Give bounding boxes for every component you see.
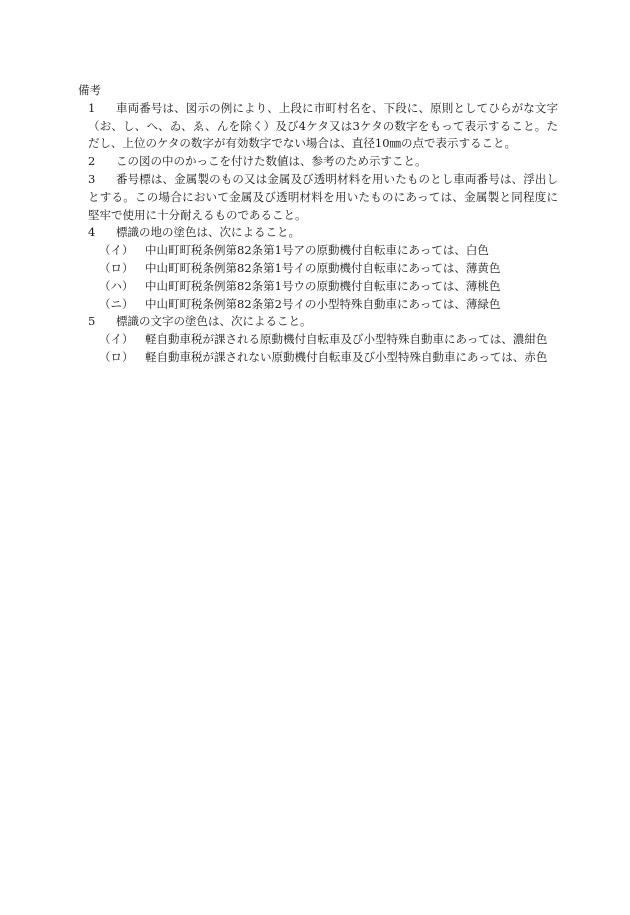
subitem-mark: （ロ） [99, 349, 134, 364]
note-item-5 [78, 313, 558, 331]
subitem-mark: （ニ） [99, 296, 134, 311]
note-number: 4 [88, 225, 96, 240]
note-number: 1 [88, 100, 96, 115]
note-subitem [78, 260, 558, 278]
note-number: 2 [88, 154, 96, 169]
subitem-text: 中山町町税条例第82条第1号アの原動機付自転車にあっては、白色 [145, 243, 489, 258]
note-item-3 [78, 171, 558, 224]
subitem-text: 軽自動車税が課される原動機付自転車及び小型特殊自動車にあっては、濃紺色 [145, 332, 548, 347]
notes-section [78, 82, 558, 367]
note-text: 標識の地の塗色は、次によること。 [116, 225, 300, 240]
note-item-1 [78, 100, 558, 153]
subitem-text: 中山町町税条例第82条第1号ウの原動機付自転車にあっては、薄桃色 [145, 278, 501, 293]
subitem-text: 軽自動車税が課されない原動機付自転車及び小型特殊自動車にあっては、赤色 [145, 349, 548, 364]
note-text: 番号標は、金属製のもの又は金属及び透明材料を用いたものとし車両番号は、浮出しとする。この場合において金属及び透明材料を用いたものにあっては、金属製と同程度に堅牢で使用に十分耐えるものであること。 [88, 171, 558, 222]
note-number: 5 [88, 314, 96, 329]
subitem-mark: （イ） [99, 243, 134, 258]
subitem-text: 中山町町税条例第82条第2号イの小型特殊自動車にあっては、薄緑色 [145, 296, 501, 311]
subitem-text: 中山町町税条例第82条第1号イの原動機付自転車にあっては、薄黄色 [145, 260, 501, 275]
subitem-mark: （ロ） [99, 260, 134, 275]
note-subitem [78, 242, 558, 260]
note-subitem [78, 296, 558, 314]
note-text: 標識の文字の塗色は、次によること。 [116, 314, 312, 329]
note-number: 3 [88, 171, 96, 186]
notes-heading: 備考 [78, 83, 101, 97]
subitem-mark: （イ） [99, 332, 134, 347]
note-subitem [78, 278, 558, 296]
note-text: この図の中のかっこを付けた数値は、参考のため示すこと。 [116, 154, 427, 169]
note-item-2 [78, 153, 558, 171]
subitem-mark: （ハ） [99, 278, 134, 293]
note-subitem [78, 349, 558, 367]
note-subitem [78, 331, 558, 349]
note-item-4 [78, 224, 558, 242]
note-text: 車両番号は、図示の例により、上段に市町村名を、下段に、原則としてひらがな文字（お、し、へ、ゐ、ゑ、んを除く）及び4ケタ又は3ケタの数字をもって表示すること。ただし、上位のケタの数字が有効数字でない場合は、直径10㎜の点で表示すること。 [88, 100, 558, 151]
